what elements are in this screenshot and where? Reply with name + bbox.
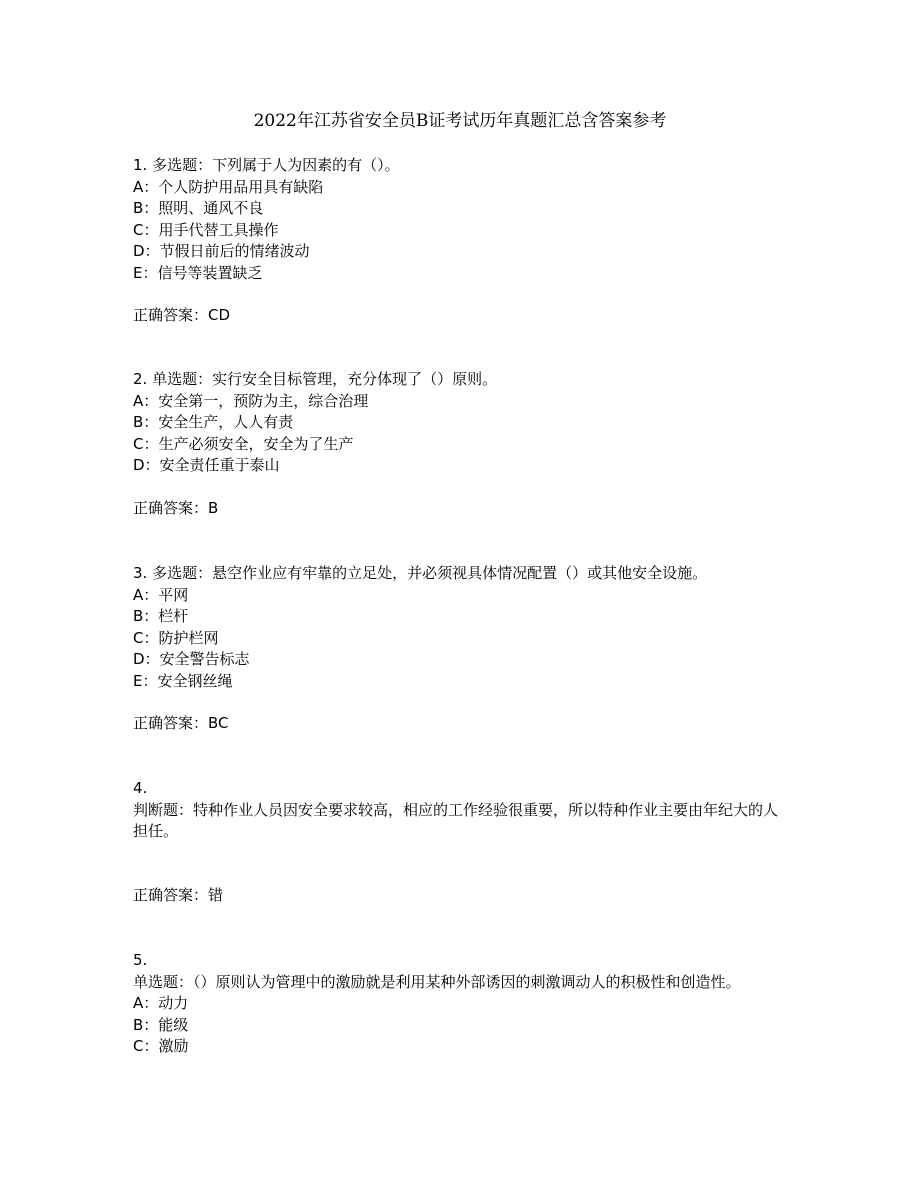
question-stem: 单选题：（）原则认为管理中的激励就是利用某种外部诱因的刺激调动人的积极性和创造性。 <box>133 972 741 991</box>
question-1 <box>133 155 793 327</box>
option-b: B：栏杆 <box>133 607 189 625</box>
option-c: C：用手代替工具操作 <box>133 220 279 239</box>
option-e: E：信号等装置缺乏 <box>133 263 263 282</box>
question-2 <box>133 369 793 519</box>
option-a: A：安全第一，预防为主，综合治理 <box>133 391 369 410</box>
correct-answer: 正确答案：BC <box>133 714 229 732</box>
option-d: D：安全责任重于泰山 <box>133 456 280 474</box>
option-b: B：照明、通风不良 <box>133 199 264 217</box>
option-e: E：安全钢丝绳 <box>133 671 233 690</box>
option-d: D：安全警告标志 <box>133 650 250 668</box>
correct-answer: 正确答案：CD <box>133 306 231 324</box>
option-d: D：节假日前后的情绪波动 <box>133 242 310 260</box>
option-b: B：安全生产，人人有责 <box>133 413 294 431</box>
question-number: 4. <box>133 779 148 797</box>
correct-answer: 正确答案：错 <box>133 885 224 904</box>
question-5 <box>133 950 793 1058</box>
question-stem: 1. 多选题：下列属于人为因素的有（）。 <box>133 156 400 174</box>
question-4 <box>133 778 793 906</box>
document-title: 2022年江苏省安全员B证考试历年真题汇总含答案参考 <box>253 111 667 131</box>
question-3 <box>133 563 793 735</box>
question-stem: 判断题：特种作业人员因安全要求较高，相应的工作经验很重要，所以特种作业主要由年纪大的人担任。 <box>133 800 779 840</box>
question-number: 5. <box>133 951 148 969</box>
option-c: C：生产必须安全，安全为了生产 <box>133 434 354 453</box>
question-stem: 3. 多选题：悬空作业应有牢靠的立足处，并必须视具体情况配置（）或其他安全设施。 <box>133 564 708 582</box>
option-c: C：激励 <box>133 1037 189 1055</box>
option-a: A：个人防护用品用具有缺陷 <box>133 177 324 196</box>
question-stem: 2. 单选题：实行安全目标管理，充分体现了（）原则。 <box>133 370 498 388</box>
option-a: A：动力 <box>133 994 189 1012</box>
option-c: C：防护栏网 <box>133 628 219 647</box>
option-b: B：能级 <box>133 1015 189 1034</box>
option-a: A：平网 <box>133 585 189 604</box>
correct-answer: 正确答案：B <box>133 498 219 517</box>
